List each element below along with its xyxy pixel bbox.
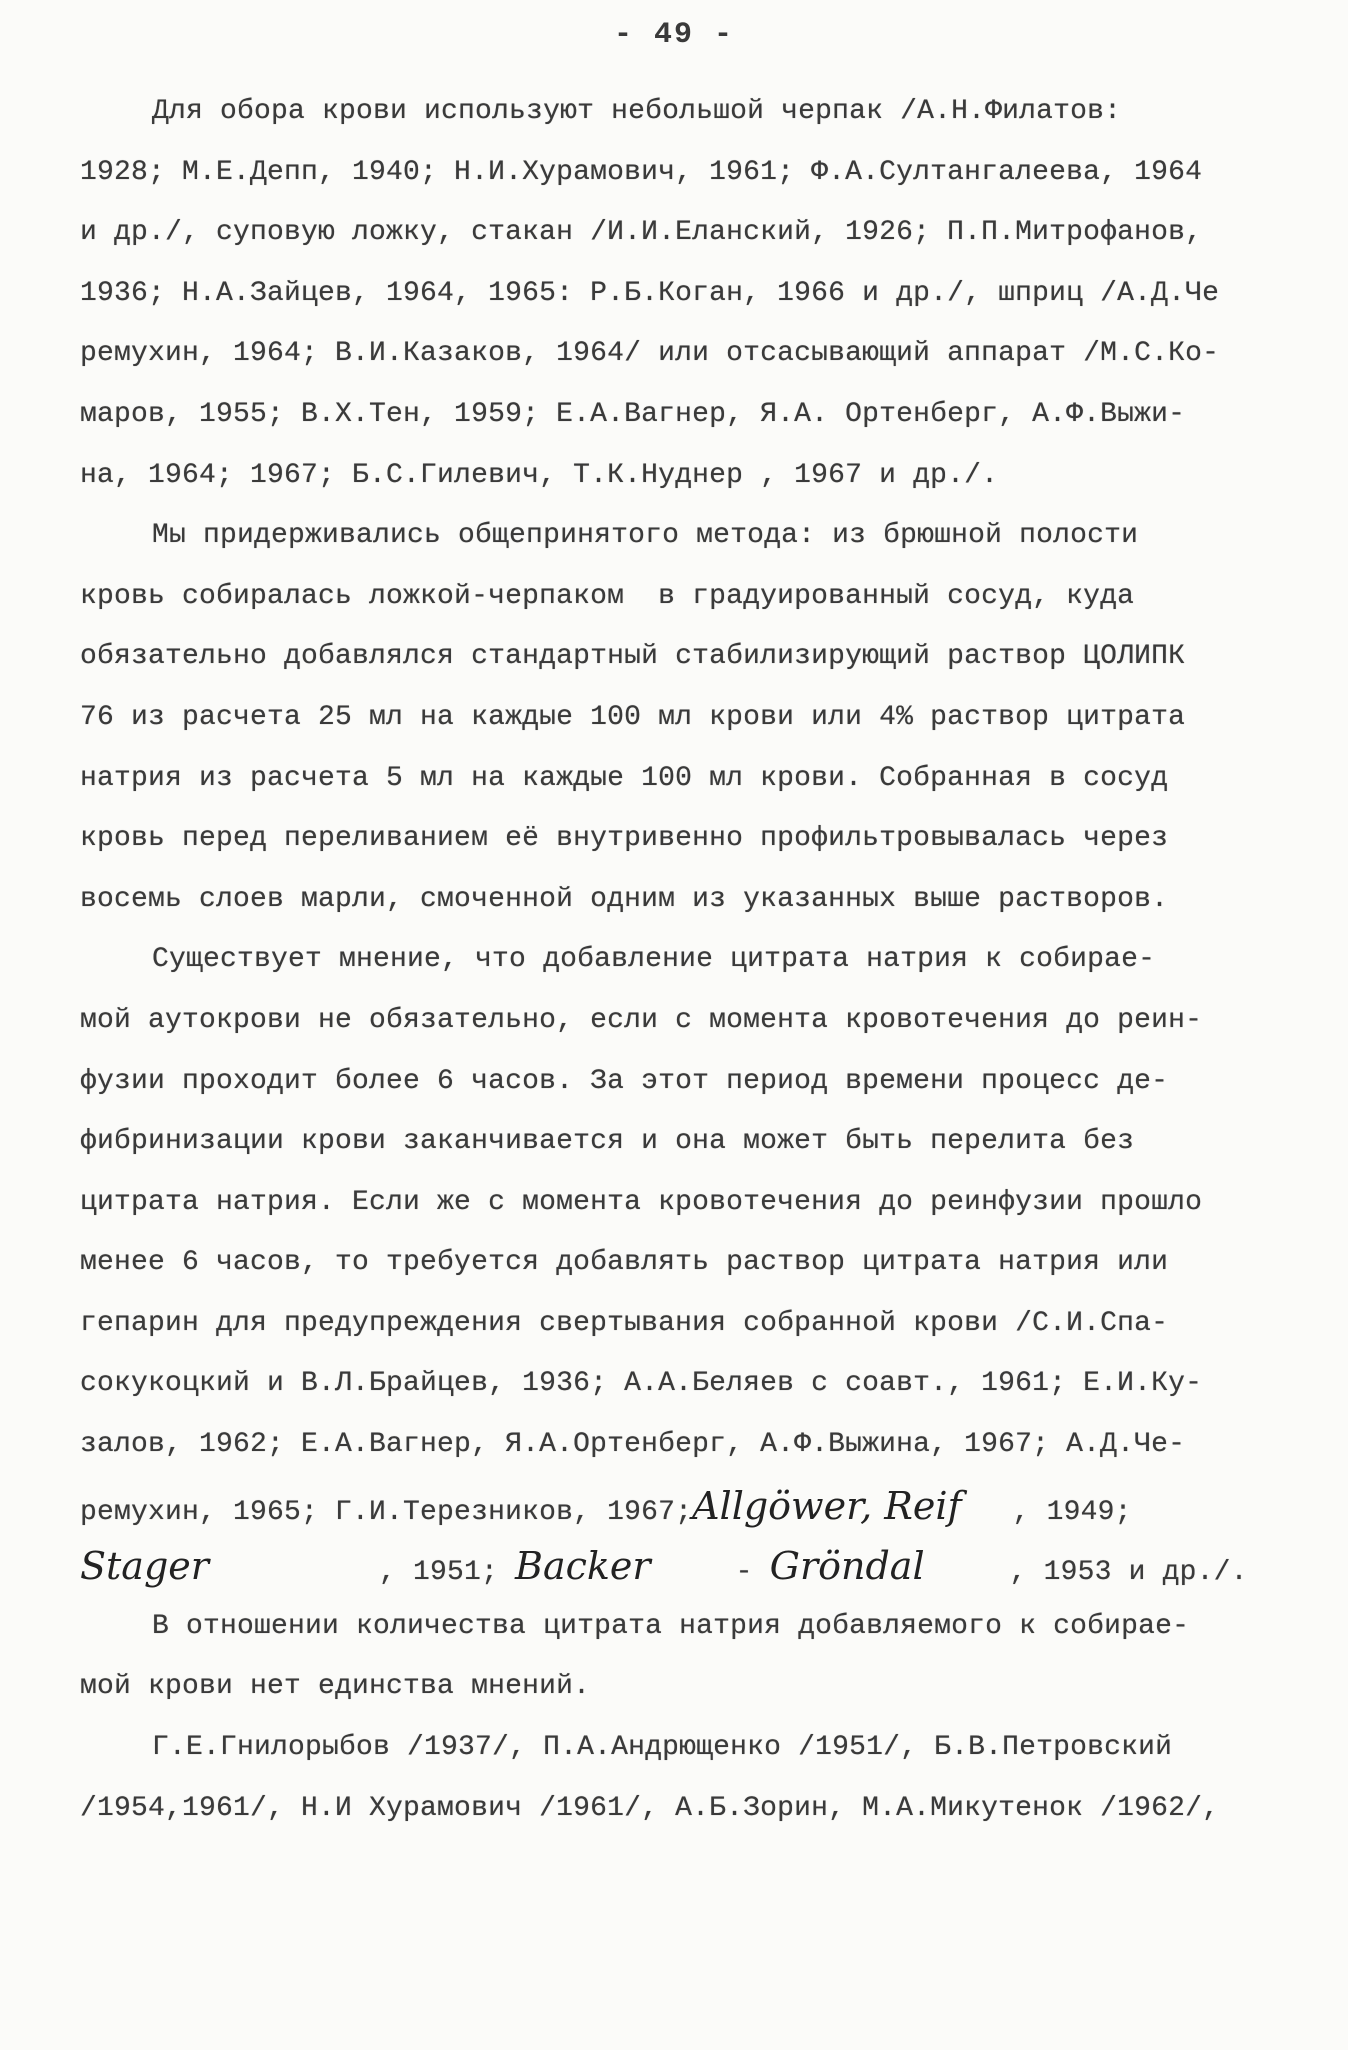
text-line-with-handwriting [80, 1476, 1280, 1537]
text-line: 1928; М.Е.Депп, 1940; Н.И.Хурамович, 1961; Ф.А.Султангалеева, 1964 [80, 156, 1203, 188]
text-line: обязательно добавлялся стандартный стабилизирующий раствор ЦОЛИПК [80, 641, 1186, 673]
text-line: Для обора крови используют небольшой черпак /А.Н.Филатов: [152, 96, 1122, 127]
handwritten-name: Allgöwer, Reif [692, 1483, 962, 1528]
text-line: Г.Е.Гнилорыбов /1937/, П.А.Андрющенко /1951/, Б.В.Петровский [152, 1732, 1173, 1764]
text-line: кровь перед переливанием её внутривенно профильтровывалась через [80, 823, 1169, 855]
text-line: мой аутокрови не обязательно, если с момента кровотечения до реин- [80, 1004, 1203, 1036]
text-line: маров, 1955; В.Х.Тен, 1959; Е.А.Вагнер, Я.А. Ортенберг, А.Ф.Выжи- [80, 398, 1186, 430]
handwritten-name: Gröndal [769, 1544, 925, 1589]
text-line: кровь собиралась ложкой-черпаком в градуированный сосуд, куда [80, 580, 1135, 612]
typed-segment: ремухин, 1965; Г.И.Терезников, 1967; [80, 1496, 693, 1528]
text-line: гепарин для предупреждения свертывания собранной крови /С.И.Спа- [80, 1307, 1169, 1339]
text-line: Существует мнение, что добавление цитрата натрия к собирае- [152, 944, 1156, 976]
text-line: на, 1964; 1967; Б.С.Гилевич, Т.К.Нуднер , 1967 и др./. [80, 459, 999, 491]
text-line: фузии проходит более 6 часов. За этот период времени процесс де- [80, 1065, 1169, 1097]
typed-segment: - [735, 1557, 753, 1589]
text-line: сокукоцкий и В.Л.Брайцев, 1936; А.А.Беляев с соавт., 1961; Е.И.Ку- [80, 1368, 1203, 1400]
text-line: мой крови нет единства мнений. [80, 1671, 591, 1703]
text-line: цитрата натрия. Если же с момента кровотечения до реинфузии прошло [80, 1186, 1203, 1218]
typed-segment: , 1951; [378, 1557, 498, 1589]
text-line: ремухин, 1964; В.И.Казаков, 1964/ или отсасывающий аппарат /М.С.Ко- [80, 338, 1220, 370]
text-line: залов, 1962; Е.А.Вагнер, Я.А.Ортенберг, А.Ф.Выжина, 1967; А.Д.Че- [80, 1429, 1186, 1461]
text-line: 76 из расчета 25 мл на каждые 100 мл крови или 4% раствор цитрата [80, 701, 1186, 733]
text-line: и др./, суповую ложку, стакан /И.И.Еланский, 1926; П.П.Митрофанов, [80, 217, 1203, 249]
text-line: /1954,1961/, Н.И Хурамович /1961/, А.Б.Зорин, М.А.Микутенок /1962/, [80, 1792, 1220, 1824]
text-line: натрия из расчета 5 мл на каждые 100 мл крови. Собранная в сосуд [80, 762, 1169, 794]
typed-segment: , 1953 и др./. [1009, 1557, 1248, 1589]
text-line: Мы придерживались общепринятого метода: из брюшной полости [152, 520, 1139, 552]
text-line: В отношении количества цитрата натрия добавляемого к собирае- [152, 1610, 1190, 1642]
body-text [80, 82, 1280, 1839]
page-number: - 49 - [613, 18, 735, 52]
typed-segment: , 1949; [1012, 1496, 1132, 1528]
text-line: фибринизации крови заканчивается и она может быть перелита без [80, 1126, 1135, 1158]
text-line: восемь слоев марли, смоченной одним из указанных выше растворов. [80, 883, 1169, 915]
handwritten-name: Backer [515, 1544, 651, 1589]
text-line: 1936; Н.А.Зайцев, 1964, 1965: Р.Б.Коган, 1966 и др./, шприц /А.Д.Че [80, 277, 1220, 309]
handwritten-name: Stager [80, 1544, 209, 1589]
text-line-with-handwriting [80, 1536, 1280, 1597]
text-line: менее 6 часов, то требуется добавлять раствор цитрата натрия или [80, 1247, 1169, 1279]
